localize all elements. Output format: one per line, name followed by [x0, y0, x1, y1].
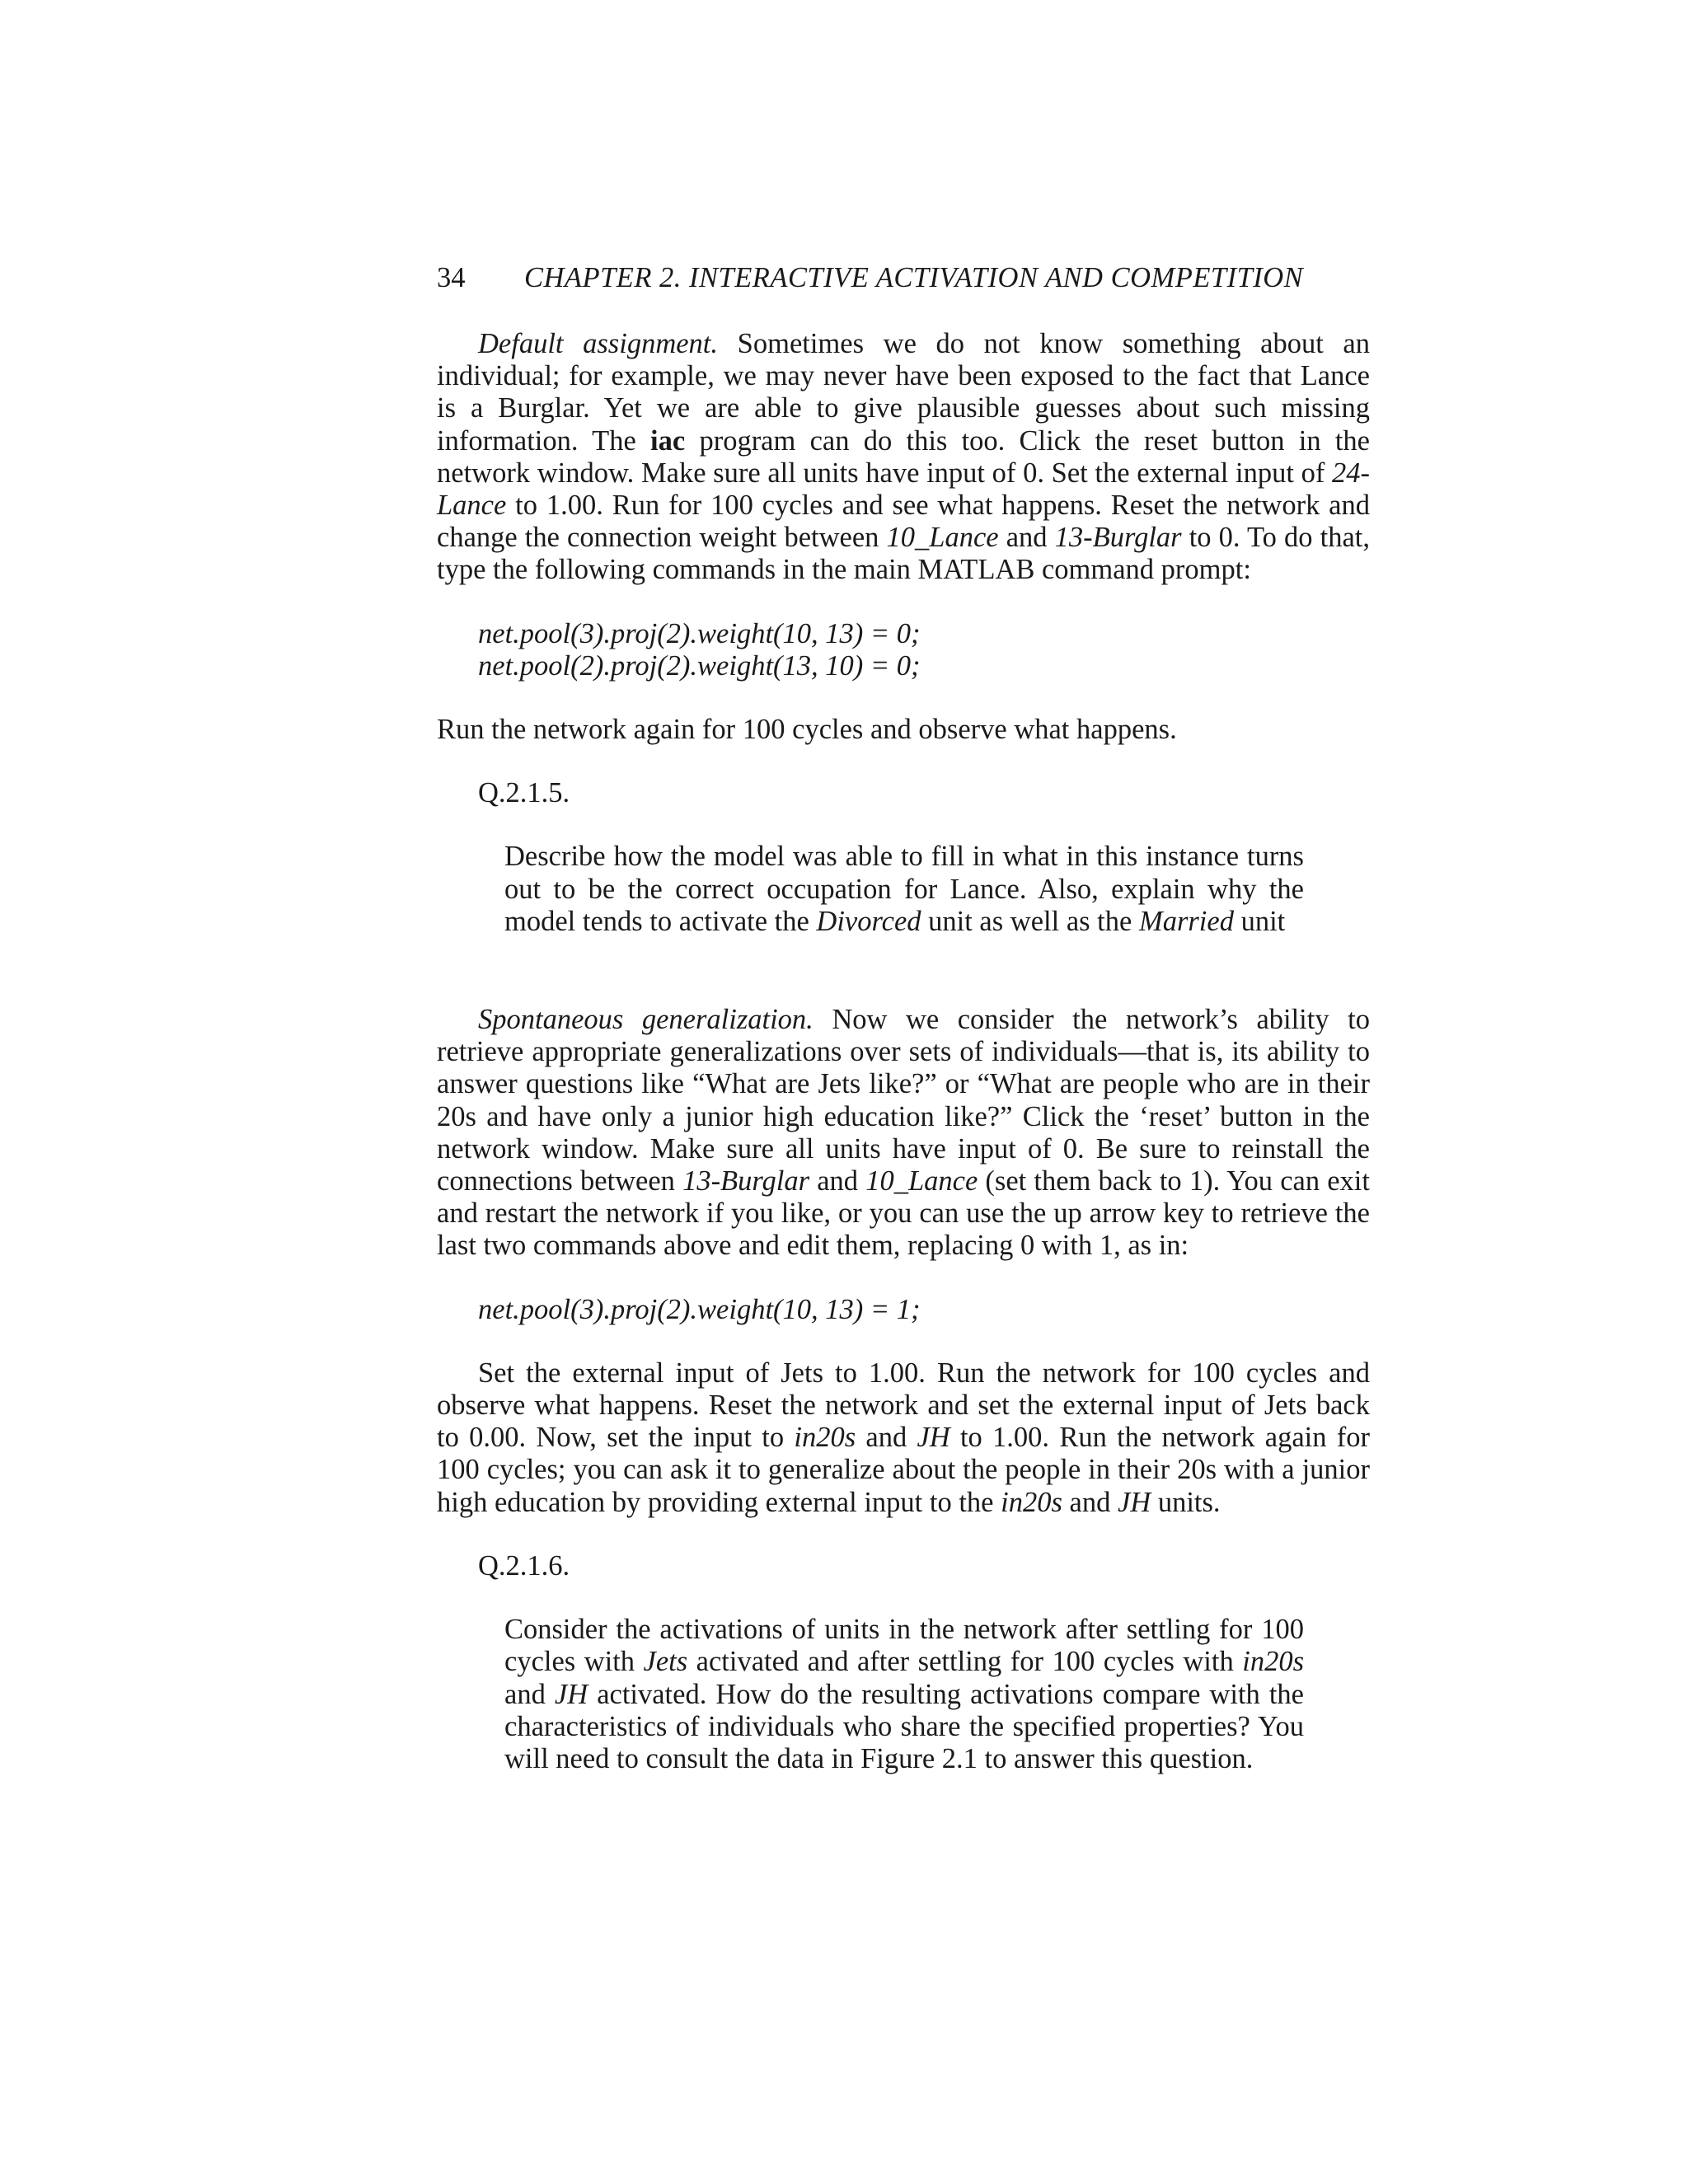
paragraph-run-again: Run the network again for 100 cycles and observe what happens. [437, 714, 1177, 746]
unit-name: 10_Lance [865, 1165, 978, 1197]
question-text: Consider the activations of units in the network after settling for 100 cycles with Jets activated and after settling for 100 cycles with in20s and JH activated. How do the resulting activations compare with the characteristics of individuals who share the specified properties? You will need to consult the data in Figure 2.1 to answer this question. [504, 1614, 1304, 1774]
unit-name: Jets [643, 1646, 688, 1678]
paragraph-spontaneous-generalization: Spontaneous generalization. Now we consider the network’s ability to retrieve appropriate generalizations over sets of individuals—that is, its ability to answer questions like “What are Jets like?” or “What are people who are in their 20s and have only a junior high education like?” Click the ‘reset’ button in the network window. Make sure all units have input of 0. Be sure to reinstall the connections between 13-Burglar and 10_Lance (set them back to 1). You can exit and restart the network if you like, or you can use the up arrow key to retrieve the last two commands above and edit them, replacing 0 with 1, as in: [437, 1004, 1370, 1262]
unit-name: JH [1117, 1486, 1151, 1518]
unit-name: 24-Lance [437, 457, 1370, 522]
chapter-title: CHAPTER 2. INTERACTIVE ACTIVATION AND COMPETITION [524, 262, 1304, 293]
unit-name: 13-Burglar [1054, 522, 1182, 554]
question-text: Describe how the model was able to fill in what in this instance turns out to be the correct occupation for Lance. Also, explain why the model tends to activate the Divorced unit as well as the Married unit [504, 841, 1304, 937]
unit-name: JH [917, 1422, 950, 1454]
program-name: iac [650, 424, 686, 457]
unit-name: JH [554, 1678, 588, 1710]
document-page [437, 262, 1370, 1775]
unit-name: in20s [1001, 1486, 1062, 1518]
unit-name: Divorced [816, 905, 921, 937]
unit-name: 13-Burglar [682, 1165, 810, 1197]
unit-name: 10_Lance [886, 522, 999, 554]
page-number: 34 [437, 262, 466, 293]
question-label: Q.2.1.6. [478, 1549, 570, 1582]
paragraph-lead: Default assignment. [478, 328, 719, 359]
command-line: net.pool(3).proj(2).weight(10, 13) = 1; [478, 1293, 921, 1325]
command-line: net.pool(2).proj(2).weight(13, 10) = 0; [478, 649, 921, 682]
command-block [478, 1294, 1370, 1326]
unit-name: in20s [794, 1422, 856, 1454]
paragraph-lead: Spontaneous generalization. [478, 1004, 814, 1036]
question-label: Q.2.1.5. [478, 777, 570, 809]
unit-name: Married [1138, 905, 1234, 937]
command-line: net.pool(3).proj(2).weight(10, 13) = 0; [478, 617, 921, 649]
command-block [478, 618, 1370, 682]
unit-name: in20s [1242, 1646, 1304, 1678]
paragraph-default-assignment: Default assignment. Sometimes we do not know something about an individual; for example, we may never have been exposed to the fact that Lance is a Burglar. Yet we are able to give plausible guesses about such missing information. The iac program can do this too. Click the reset button in the network window. Make sure all units have input of 0. Set the external input of 24-Lance to 1.00. Run for 100 cycles and see what happens. Reset the network and change the connection weight between 10_Lance and 13-Burglar to 0. To do that, type the following commands in the main MATLAB command prompt: [437, 328, 1371, 586]
running-header [437, 262, 1370, 295]
paragraph-jets: Set the external input of Jets to 1.00. Run the network for 100 cycles and observe what happens. Reset the network and set the external input of Jets back to 0.00. Now, set the input to in20s and JH to 1.00. Run the network again for 100 cycles; you can ask it to generalize about the people in their 20s with a junior high education by providing external input to the in20s and JH units. [437, 1357, 1371, 1518]
